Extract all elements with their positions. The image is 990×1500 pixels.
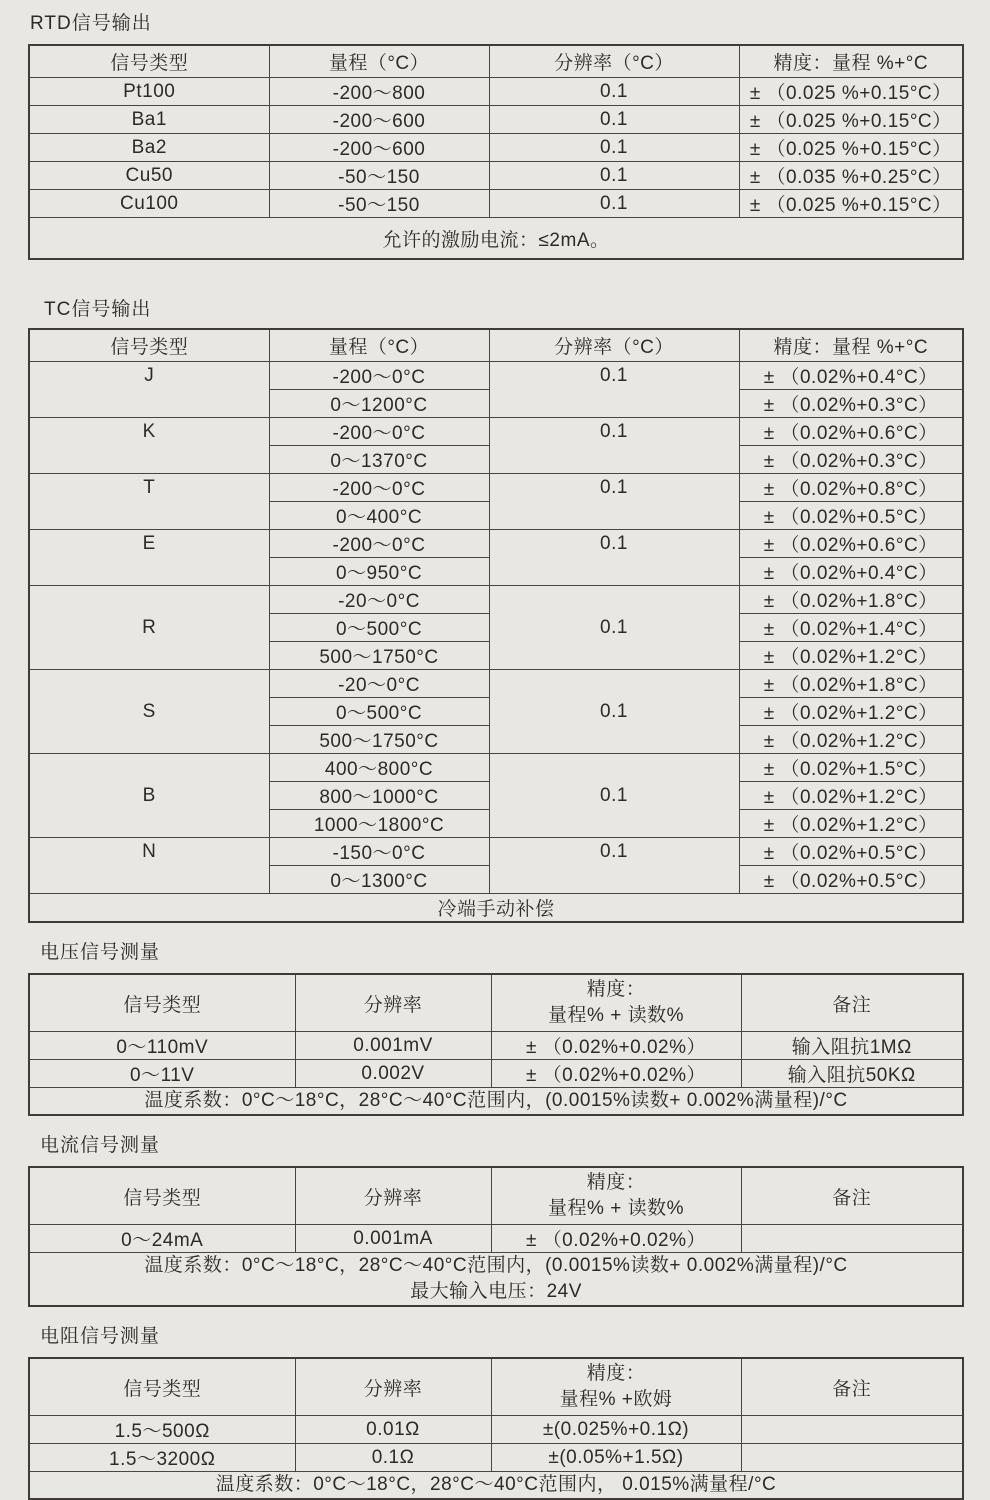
tc-cell-accuracy: ± （0.02%+0.5°C）: [739, 838, 963, 866]
rtd-cell-signal-type: Ba1: [29, 106, 269, 134]
tc-cell-accuracy: ± （0.02%+0.3°C）: [739, 390, 963, 418]
section-title-current-measure: 电流信号测量: [40, 1135, 161, 1156]
voltage-col-header-accuracy: [491, 974, 741, 1032]
voltage-footer-line1: 温度系数：0°C～18°C，28°C～40°C范围内，(0.0015%读数+ 0.002%满量程)/°C: [144, 1090, 848, 1111]
voltage-cell-accuracy: ± （0.02%+0.02%）: [491, 1060, 741, 1088]
rtd-cell-accuracy: ± （0.025 %+0.15°C）: [739, 106, 963, 134]
tc-cell-signal-type: E: [29, 530, 269, 586]
tc-footer-row: [29, 894, 963, 923]
voltage-cell-note: 输入阻抗50KΩ: [741, 1060, 963, 1088]
tc-cell-accuracy: ± （0.02%+1.2°C）: [739, 698, 963, 726]
tc-cell-resolution: 0.1: [489, 838, 739, 894]
tc-cell-range: -150～0°C: [269, 838, 489, 866]
tc-cell-signal-type: T: [29, 474, 269, 530]
rtd-table-row: [29, 106, 963, 134]
rtd-table-row: [29, 190, 963, 218]
rtd-cell-range: -50～150: [269, 190, 489, 218]
rtd-col-header-3: 精度：量程 %+°C: [739, 45, 963, 78]
tc-cell-accuracy: ± （0.02%+1.2°C）: [739, 782, 963, 810]
current-cell-note: [741, 1225, 963, 1253]
tc-cell-resolution: 0.1: [489, 586, 739, 670]
tc-table-row: [29, 474, 963, 502]
rtd-cell-accuracy: ± （0.025 %+0.15°C）: [739, 190, 963, 218]
tc-cell-resolution: 0.1: [489, 474, 739, 530]
resistance-col-header-note: 备注: [741, 1358, 963, 1416]
current-footer-line2: 最大输入电压：24V: [410, 1281, 582, 1302]
tc-cell-resolution: 0.1: [489, 754, 739, 838]
resistance-col-header-accuracy: [491, 1358, 741, 1416]
tc-cell-accuracy: ± （0.02%+0.8°C）: [739, 474, 963, 502]
resistance-table-row: [29, 1416, 963, 1444]
voltage-col-header-note: 备注: [741, 974, 963, 1032]
section-title-resistance-measure: 电阻信号测量: [40, 1326, 161, 1347]
rtd-cell-resolution: 0.1: [489, 134, 739, 162]
tc-col-header-1: 量程（°C）: [269, 329, 489, 362]
tc-cell-range: 0～1370°C: [269, 446, 489, 474]
rtd-cell-signal-type: Ba2: [29, 134, 269, 162]
tc-cell-range: 500～1750°C: [269, 642, 489, 670]
tc-cell-signal-type: S: [29, 670, 269, 754]
rtd-cell-resolution: 0.1: [489, 78, 739, 106]
voltage-accuracy-header-line1: 精度：: [586, 979, 646, 1000]
resistance-cell-note: [741, 1416, 963, 1444]
tc-table-row: [29, 838, 963, 866]
tc-cell-accuracy: ± （0.02%+1.4°C）: [739, 614, 963, 642]
tc-cell-resolution: 0.1: [489, 670, 739, 754]
tc-cell-range: 1000～1800°C: [269, 810, 489, 838]
rtd-cell-range: -50～150: [269, 162, 489, 190]
voltage-cell-signal-type: 0～110mV: [29, 1032, 295, 1060]
tc-cell-accuracy: ± （0.02%+0.5°C）: [739, 502, 963, 530]
tc-cell-accuracy: ± （0.02%+1.5°C）: [739, 754, 963, 782]
rtd-cell-resolution: 0.1: [489, 106, 739, 134]
tc-cell-range: -200～0°C: [269, 530, 489, 558]
rtd-cell-resolution: 0.1: [489, 190, 739, 218]
resistance-accuracy-header-line2: 量程% +欧姆: [559, 1389, 673, 1410]
rtd-table-row: [29, 162, 963, 190]
voltage-cell-accuracy: ± （0.02%+0.02%）: [491, 1032, 741, 1060]
resistance-cell-note: [741, 1444, 963, 1472]
tc-cell-range: -200～0°C: [269, 362, 489, 390]
tc-cell-range: 0～1200°C: [269, 390, 489, 418]
rtd-cell-signal-type: Pt100: [29, 78, 269, 106]
rtd-cell-resolution: 0.1: [489, 162, 739, 190]
resistance-cell-resolution: 0.1Ω: [295, 1444, 491, 1472]
tc-cell-range: 0～500°C: [269, 614, 489, 642]
tc-col-header-2: 分辨率（°C）: [489, 329, 739, 362]
current-col-header-signal-type: 信号类型: [29, 1167, 295, 1225]
resistance-footer-line1: 温度系数：0°C～18°C，28°C～40°C范围内， 0.015%满量程/°C: [215, 1474, 777, 1495]
rtd-table-row: [29, 78, 963, 106]
voltage-accuracy-header-line2: 量程% + 读数%: [548, 1005, 684, 1026]
voltage-cell-note: 输入阻抗1MΩ: [741, 1032, 963, 1060]
voltage-cell-resolution: 0.002V: [295, 1060, 491, 1088]
voltage-footer-note: [29, 1088, 963, 1116]
resistance-signal-table: [28, 1357, 964, 1500]
tc-cell-accuracy: ± （0.02%+0.5°C）: [739, 866, 963, 894]
resistance-accuracy-header-line1: 精度：: [586, 1363, 646, 1384]
tc-table-row: [29, 754, 963, 782]
current-cell-signal-type: 0～24mA: [29, 1225, 295, 1253]
tc-col-header-0: 信号类型: [29, 329, 269, 362]
rtd-table-row: [29, 134, 963, 162]
tc-col-header-3: 精度：量程 %+°C: [739, 329, 963, 362]
current-footer-line1: 温度系数：0°C～18°C，28°C～40°C范围内，(0.0015%读数+ 0.002%满量程)/°C: [144, 1255, 848, 1276]
tc-signal-table: [28, 328, 964, 923]
resistance-footer-note: [29, 1472, 963, 1500]
rtd-col-header-1: 量程（°C）: [269, 45, 489, 78]
tc-cell-range: 800～1000°C: [269, 782, 489, 810]
voltage-header-row: [29, 974, 963, 1032]
tc-cell-range: -200～0°C: [269, 474, 489, 502]
tc-table-row: [29, 362, 963, 390]
tc-cell-signal-type: R: [29, 586, 269, 670]
current-footer-note: [29, 1253, 963, 1307]
tc-footer-note: 冷端手动补偿: [29, 894, 963, 923]
resistance-col-header-signal-type: 信号类型: [29, 1358, 295, 1416]
current-cell-resolution: 0.001mA: [295, 1225, 491, 1253]
tc-cell-range: 0～500°C: [269, 698, 489, 726]
tc-table-row: [29, 670, 963, 698]
tc-table-row: [29, 586, 963, 614]
tc-cell-range: -20～0°C: [269, 670, 489, 698]
tc-cell-range: -20～0°C: [269, 586, 489, 614]
rtd-footer-note: 允许的激励电流：≤2mA。: [29, 218, 963, 260]
tc-cell-range: -200～0°C: [269, 418, 489, 446]
tc-table-row: [29, 418, 963, 446]
tc-cell-range: 500～1750°C: [269, 726, 489, 754]
tc-cell-resolution: 0.1: [489, 530, 739, 586]
rtd-signal-table: [28, 44, 964, 260]
tc-cell-accuracy: ± （0.02%+1.2°C）: [739, 726, 963, 754]
resistance-cell-resolution: 0.01Ω: [295, 1416, 491, 1444]
current-cell-accuracy: ± （0.02%+0.02%）: [491, 1225, 741, 1253]
rtd-cell-accuracy: ± （0.025 %+0.15°C）: [739, 134, 963, 162]
tc-header-row: [29, 329, 963, 362]
tc-cell-resolution: 0.1: [489, 418, 739, 474]
tc-cell-range: 0～400°C: [269, 502, 489, 530]
rtd-footer-row: [29, 218, 963, 260]
current-col-header-accuracy: [491, 1167, 741, 1225]
tc-cell-accuracy: ± （0.02%+1.2°C）: [739, 642, 963, 670]
resistance-cell-signal-type: 1.5～500Ω: [29, 1416, 295, 1444]
current-table-row: [29, 1225, 963, 1253]
voltage-cell-resolution: 0.001mV: [295, 1032, 491, 1060]
resistance-header-row: [29, 1358, 963, 1416]
tc-cell-resolution: 0.1: [489, 362, 739, 418]
tc-cell-signal-type: B: [29, 754, 269, 838]
current-accuracy-header-line1: 精度：: [586, 1172, 646, 1193]
voltage-table-row: [29, 1060, 963, 1088]
voltage-col-header-signal-type: 信号类型: [29, 974, 295, 1032]
voltage-signal-table: [28, 973, 964, 1116]
current-signal-table: [28, 1166, 964, 1307]
voltage-cell-signal-type: 0～11V: [29, 1060, 295, 1088]
resistance-footer-row: [29, 1472, 963, 1500]
tc-cell-accuracy: ± （0.02%+0.4°C）: [739, 362, 963, 390]
current-footer-row: [29, 1253, 963, 1307]
rtd-cell-range: -200～800: [269, 78, 489, 106]
tc-cell-accuracy: ± （0.02%+1.8°C）: [739, 670, 963, 698]
section-title-tc-output: TC信号输出: [44, 299, 152, 320]
rtd-header-row: [29, 45, 963, 78]
resistance-cell-accuracy: ±(0.05%+1.5Ω): [491, 1444, 741, 1472]
rtd-cell-range: -200～600: [269, 106, 489, 134]
section-title-voltage-measure: 电压信号测量: [40, 942, 161, 963]
tc-cell-range: 400～800°C: [269, 754, 489, 782]
tc-cell-accuracy: ± （0.02%+1.2°C）: [739, 810, 963, 838]
tc-cell-range: 0～950°C: [269, 558, 489, 586]
voltage-table-row: [29, 1032, 963, 1060]
tc-cell-signal-type: K: [29, 418, 269, 474]
rtd-cell-range: -200～600: [269, 134, 489, 162]
voltage-col-header-resolution: 分辨率: [295, 974, 491, 1032]
rtd-cell-signal-type: Cu50: [29, 162, 269, 190]
resistance-cell-accuracy: ±(0.025%+0.1Ω): [491, 1416, 741, 1444]
resistance-cell-signal-type: 1.5～3200Ω: [29, 1444, 295, 1472]
current-header-row: [29, 1167, 963, 1225]
tc-cell-range: 0～1300°C: [269, 866, 489, 894]
resistance-table-row: [29, 1444, 963, 1472]
tc-cell-accuracy: ± （0.02%+0.3°C）: [739, 446, 963, 474]
resistance-col-header-resolution: 分辨率: [295, 1358, 491, 1416]
rtd-cell-accuracy: ± （0.035 %+0.25°C）: [739, 162, 963, 190]
current-col-header-note: 备注: [741, 1167, 963, 1225]
tc-cell-accuracy: ± （0.02%+0.6°C）: [739, 418, 963, 446]
voltage-footer-row: [29, 1088, 963, 1116]
rtd-cell-accuracy: ± （0.025 %+0.15°C）: [739, 78, 963, 106]
tc-cell-accuracy: ± （0.02%+1.8°C）: [739, 586, 963, 614]
tc-cell-accuracy: ± （0.02%+0.4°C）: [739, 558, 963, 586]
rtd-cell-signal-type: Cu100: [29, 190, 269, 218]
section-title-rtd-output: RTD信号输出: [30, 13, 152, 34]
rtd-col-header-0: 信号类型: [29, 45, 269, 78]
tc-cell-signal-type: N: [29, 838, 269, 894]
tc-cell-accuracy: ± （0.02%+0.6°C）: [739, 530, 963, 558]
tc-cell-signal-type: J: [29, 362, 269, 418]
current-accuracy-header-line2: 量程% + 读数%: [548, 1198, 684, 1219]
rtd-col-header-2: 分辨率（°C）: [489, 45, 739, 78]
current-col-header-resolution: 分辨率: [295, 1167, 491, 1225]
tc-table-row: [29, 530, 963, 558]
